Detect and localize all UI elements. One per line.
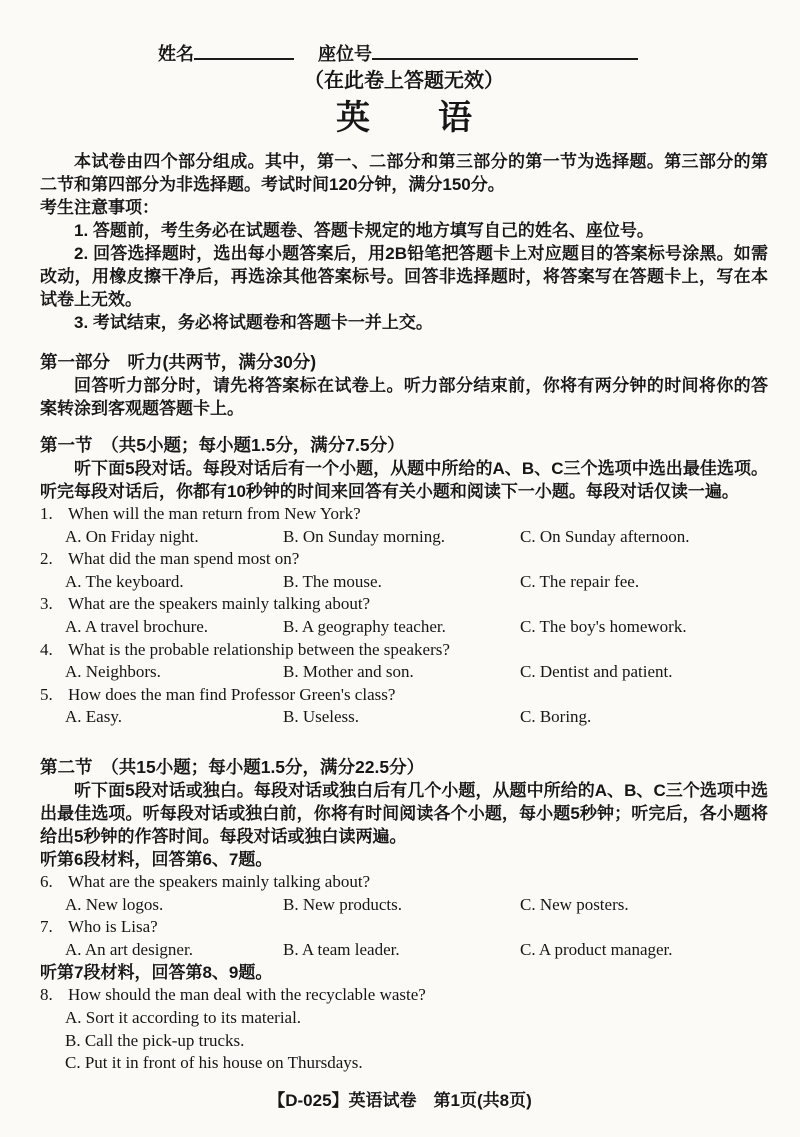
note-item-2: 2. 回答选择题时，选出每小题答案后，用2B铅笔把答题卡上对应题目的答案标号涂黑。如需改动，用橡皮擦干净后，再选涂其他答案标号。回答非选择题时，将答案写在答题卡上，写在本试卷上无效。 [40, 244, 768, 309]
student-info-line [158, 42, 768, 66]
question-number: 6. [40, 871, 53, 891]
q2-option-a: A. The keyboard. [65, 571, 184, 591]
section2-instructions: 听下面5段对话或独白。每段对话或独白后有几个小题，从题中所给的A、B、C三个选项中选出最佳选项。听每段对话或独白前，你将有时间阅读各个小题，每小题5秒钟；听完后，各小题将给出5秒钟的作答时间。每段对话或独白读两遍。 [40, 780, 768, 846]
q2-option-c: C. The repair fee. [520, 571, 640, 591]
q5-option-c: C. Boring. [520, 707, 592, 727]
q8-option-b: B. Call the pick-up trucks. [65, 1030, 245, 1050]
q5-option-b: B. Useless. [283, 707, 360, 727]
q4-option-a: A. Neighbors. [65, 662, 161, 682]
answer-invalid-notice: （在此卷上答题无效） [304, 70, 504, 92]
question-1 [40, 503, 768, 548]
question-8 [40, 984, 768, 1074]
question-5 [40, 684, 768, 729]
seat-label: 座位号 [318, 44, 372, 64]
q6-option-b: B. New products. [283, 894, 402, 914]
note-item-1: 1. 答题前，考生务必在试题卷、答题卡规定的地方填写自己的姓名、座位号。 [74, 221, 654, 240]
exam-composition-paragraph: 本试卷由四个部分组成。其中，第一、二部分和第三部分的第一节为选择题。第三部分的第二节和第四部分为非选择题。考试时间120分钟，满分150分。 [40, 152, 768, 194]
question-number: 7. [40, 917, 53, 937]
question-text: When will the man return from New York? [68, 504, 361, 523]
name-label: 姓名 [158, 44, 194, 64]
q6-option-c: C. New posters. [520, 894, 629, 914]
name-blank-field [194, 42, 294, 60]
seat-blank-field [372, 42, 638, 60]
question-number: 2. [40, 549, 53, 569]
question-2 [40, 548, 768, 593]
q8-option-c: C. Put it in front of his house on Thursdays. [65, 1053, 363, 1073]
q3-option-a: A. A travel brochure. [65, 616, 209, 636]
exam-title: 英 语 [336, 99, 472, 137]
section1-instructions: 听下面5段对话。每段对话后有一个小题，从题中所给的A、B、C三个选项中选出最佳选项。听完每段对话后，你都有10秒钟的时间来回答有关小题和阅读下一小题。每段对话仅读一遍。 [40, 459, 768, 501]
q8-option-a: A. Sort it according to its material. [65, 1007, 302, 1027]
question-text: Who is Lisa? [68, 917, 158, 937]
q7-option-c: C. A product manager. [520, 939, 673, 959]
part1-instructions: 回答听力部分时，请先将答案标在试卷上。听力部分结束前，你将有两分钟的时间将你的答案转涂到客观题答题卡上。 [40, 376, 768, 418]
page-footer: 【D-025】英语试卷 第1页(共8页) [268, 1091, 532, 1110]
question-6 [40, 871, 768, 916]
q3-option-b: B. A geography teacher. [283, 616, 446, 636]
material7-note: 听第7段材料，回答第8、9题。 [40, 963, 273, 983]
notes-heading: 考生注意事项： [40, 198, 159, 217]
material6-note: 听第6段材料，回答第6、7题。 [40, 849, 273, 869]
q7-option-b: B. A team leader. [283, 939, 400, 959]
question-text: What is the probable relationship between the speakers? [68, 639, 450, 659]
question-text: What did the man spend most on? [68, 549, 300, 569]
q4-option-c: C. Dentist and patient. [520, 662, 673, 682]
section1-heading: 第一节 （共5小题；每小题1.5分，满分7.5分） [40, 435, 405, 455]
question-number: 3. [40, 594, 53, 614]
question-number: 4. [40, 639, 53, 659]
question-7 [40, 916, 768, 961]
question-number: 5. [40, 684, 53, 704]
q3-option-c: C. The boy's homework. [520, 616, 687, 636]
section2-heading: 第二节 （共15小题；每小题1.5分，满分22.5分） [40, 756, 425, 777]
note-item-3: 3. 考试结束，务必将试题卷和答题卡一并上交。 [74, 313, 433, 332]
question-4 [40, 639, 768, 684]
q6-option-a: A. New logos. [65, 894, 164, 914]
q5-option-a: A. Easy. [65, 707, 122, 727]
question-text: What are the speakers mainly talking about? [68, 594, 371, 614]
q1-option-a: A. On Friday night. [65, 526, 199, 546]
q1-option-c: C. On Sunday afternoon. [520, 526, 690, 546]
q1-option-b: B. On Sunday morning. [283, 526, 445, 546]
question-text: How should the man deal with the recyclable waste? [68, 985, 426, 1005]
q2-option-b: B. The mouse. [283, 571, 382, 591]
q7-option-a: A. An art designer. [65, 939, 193, 959]
question-text: What are the speakers mainly talking about? [68, 871, 371, 891]
question-3 [40, 593, 768, 638]
part1-heading: 第一部分 听力(共两节，满分30分) [40, 352, 317, 372]
question-number: 8. [40, 985, 53, 1005]
q4-option-b: B. Mother and son. [283, 662, 414, 682]
question-text: How does the man find Professor Green's class? [68, 684, 396, 704]
question-number: 1. [40, 504, 53, 523]
